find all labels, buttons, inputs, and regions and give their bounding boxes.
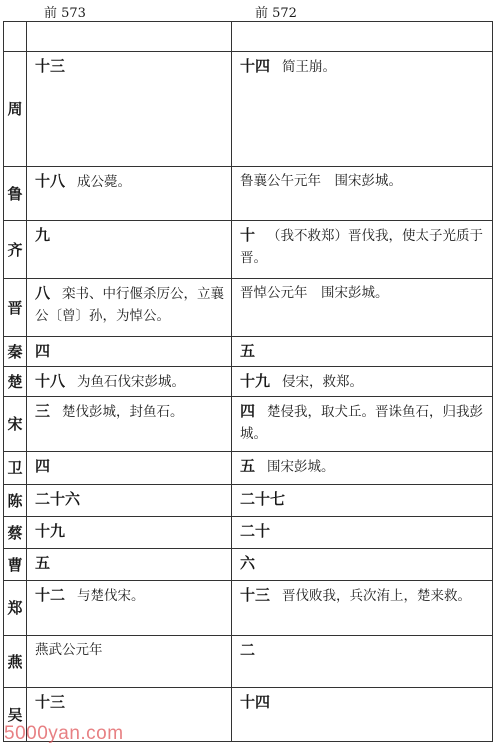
state-cell (4, 22, 27, 52)
table-row (4, 22, 493, 52)
year-572-cell (232, 279, 493, 337)
event-text: 围宋彭城。 (267, 459, 335, 475)
year-572-cell (232, 52, 493, 167)
year-573-cell (27, 337, 232, 367)
table-row (4, 452, 493, 485)
regnal-year: 四 (35, 457, 51, 475)
year-573-cell (27, 279, 232, 337)
table-row (4, 636, 493, 688)
regnal-year: 十三 (35, 57, 66, 75)
chronology-table (3, 21, 493, 742)
state-cell: 晋 (4, 279, 27, 337)
year-572-cell (232, 636, 493, 688)
regnal-year: 十八 (35, 172, 66, 190)
year-573-cell (27, 221, 232, 279)
event-text: 燕武公元年 (35, 642, 103, 658)
event-text: 楚侵我，取犬丘。晋诛鱼石，归我彭城。 (240, 404, 484, 442)
regnal-year: 十九 (35, 522, 66, 540)
regnal-year: 十 (240, 226, 256, 244)
regnal-year: 八 (35, 284, 51, 302)
year-573-cell (27, 485, 232, 517)
year-572-label: 前 572 (255, 6, 297, 21)
event-text: 晋悼公元年 围宋彭城。 (240, 285, 389, 301)
regnal-year: 九 (35, 226, 51, 244)
state-cell: 秦 (4, 337, 27, 367)
regnal-year: 二 (240, 641, 256, 659)
table-row (4, 485, 493, 517)
regnal-year: 五 (35, 554, 51, 572)
year-573-cell (27, 581, 232, 636)
year-573-cell (27, 52, 232, 167)
year-573-cell (27, 22, 232, 52)
year-573-cell (27, 167, 232, 221)
year-573-cell (27, 397, 232, 452)
state-cell: 周 (4, 52, 27, 167)
regnal-year: 三 (35, 402, 51, 420)
table-row (4, 52, 493, 167)
regnal-year: 十四 (240, 693, 271, 711)
table-row (4, 397, 493, 452)
state-cell: 吴 (4, 688, 27, 742)
regnal-year: 十二 (35, 586, 66, 604)
regnal-year: 六 (240, 554, 256, 572)
regnal-year: 四 (240, 402, 256, 420)
table-row (4, 581, 493, 636)
event-text: 简王崩。 (282, 59, 337, 75)
event-text: （我不救郑）晋伐我，使太子光质于晋。 (240, 228, 484, 266)
regnal-year: 十三 (35, 693, 66, 711)
year-572-cell (232, 221, 493, 279)
state-cell: 楚 (4, 367, 27, 397)
year-572-cell (232, 397, 493, 452)
table-row (4, 549, 493, 581)
regnal-year: 五 (240, 342, 256, 360)
event-text: 为鱼石伐宋彭城。 (77, 374, 186, 390)
state-cell: 曹 (4, 549, 27, 581)
year-572-cell (232, 367, 493, 397)
table-row (4, 167, 493, 221)
table-row (4, 279, 493, 337)
state-cell: 郑 (4, 581, 27, 636)
year-header (0, 2, 496, 22)
year-572-cell (232, 22, 493, 52)
year-573-cell (27, 367, 232, 397)
state-cell: 鲁 (4, 167, 27, 221)
regnal-year: 五 (240, 457, 256, 475)
year-573-cell (27, 517, 232, 549)
regnal-year: 四 (35, 342, 51, 360)
event-text: 楚伐彭城，封鱼石。 (62, 404, 184, 420)
regnal-year: 十八 (35, 372, 66, 390)
year-573-label: 前 573 (44, 6, 86, 21)
regnal-year: 十三 (240, 586, 271, 604)
event-text: 鲁襄公午元年 围宋彭城。 (240, 173, 402, 189)
watermark: 5000yan.com (4, 723, 124, 744)
table-row (4, 337, 493, 367)
state-cell: 蔡 (4, 517, 27, 549)
regnal-year: 二十七 (240, 490, 286, 508)
regnal-year: 十九 (240, 372, 271, 390)
year-573-cell (27, 452, 232, 485)
year-572-cell (232, 485, 493, 517)
year-572-cell (232, 167, 493, 221)
year-572-cell (232, 549, 493, 581)
regnal-year: 二十六 (35, 490, 81, 508)
table-row (4, 517, 493, 549)
year-573-cell (27, 636, 232, 688)
event-text: 栾书、中行偃杀厉公，立襄公〔曾〕孙，为悼公。 (35, 286, 225, 324)
year-572-cell (232, 517, 493, 549)
table-row (4, 221, 493, 279)
event-text: 晋伐败我，兵次洧上，楚来救。 (282, 588, 472, 604)
event-text: 侵宋，救郑。 (282, 374, 364, 390)
year-572-cell (232, 688, 493, 742)
state-cell: 陈 (4, 485, 27, 517)
state-cell: 燕 (4, 636, 27, 688)
regnal-year: 二十 (240, 522, 271, 540)
year-572-cell (232, 337, 493, 367)
state-cell: 齐 (4, 221, 27, 279)
event-text: 与楚伐宋。 (77, 588, 145, 604)
year-572-cell (232, 581, 493, 636)
state-cell: 卫 (4, 452, 27, 485)
year-573-cell (27, 549, 232, 581)
year-572-cell (232, 452, 493, 485)
table-row (4, 367, 493, 397)
event-text: 成公薨。 (77, 174, 132, 190)
state-cell: 宋 (4, 397, 27, 452)
regnal-year: 十四 (240, 57, 271, 75)
